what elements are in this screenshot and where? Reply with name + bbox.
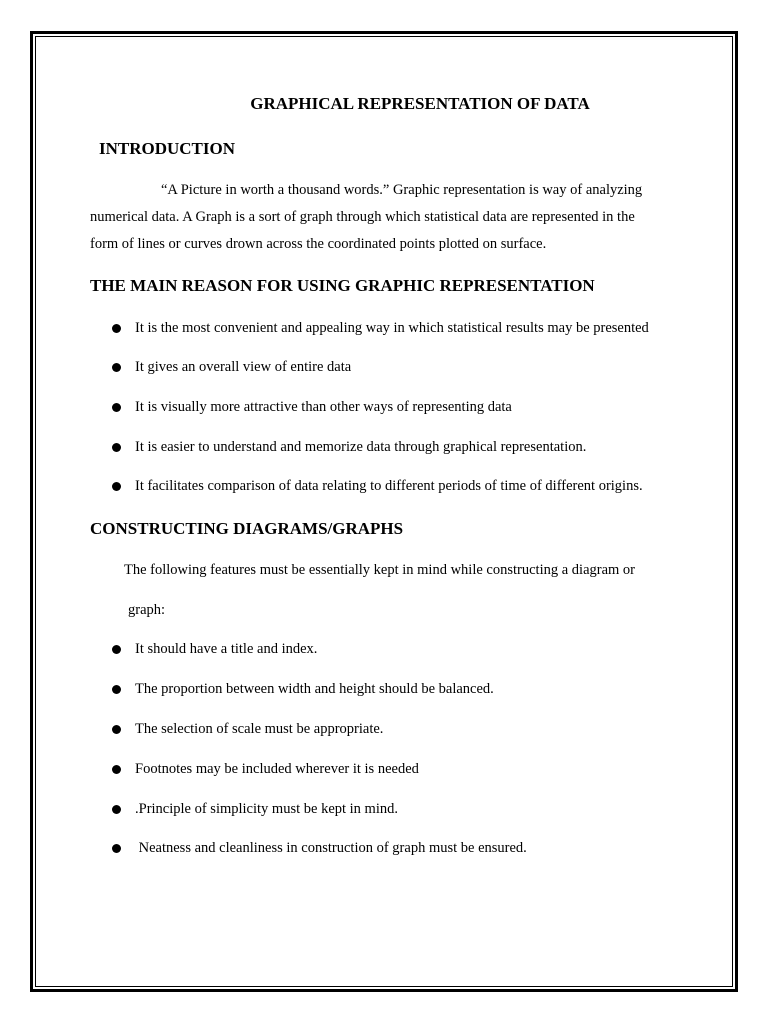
bullet-icon <box>112 443 121 452</box>
list-item-text: It is easier to understand and memorize data through graphical representation. <box>135 439 587 455</box>
bullet-icon <box>112 324 121 333</box>
list-item-text: It gives an overall view of entire data <box>135 359 352 375</box>
list-item-text: The proportion between width and height should be balanced. <box>135 681 494 697</box>
bullet-icon <box>112 363 121 372</box>
constructing-heading: CONSTRUCTING DIAGRAMS/GRAPHS <box>90 519 404 538</box>
list-item-text: The selection of scale must be appropriate. <box>135 721 384 737</box>
list-item-text: Neatness and cleanliness in construction of graph must be ensured. <box>135 840 527 856</box>
list-item-text: It should have a title and index. <box>135 641 318 657</box>
bullet-icon <box>112 805 121 814</box>
bullet-icon <box>112 725 121 734</box>
introduction-line-3: form of lines or curves drown across the coordinated points plotted on surface. <box>90 236 547 252</box>
bullet-icon <box>112 844 121 853</box>
constructing-intro-line-1: The following features must be essentially kept in mind while constructing a diagram or <box>124 562 635 578</box>
bullet-icon <box>112 765 121 774</box>
bullet-icon <box>112 482 121 491</box>
bullet-icon <box>112 645 121 654</box>
list-item-text: It is the most convenient and appealing way in which statistical results may be presented <box>135 320 649 336</box>
bullet-icon <box>112 685 121 694</box>
introduction-line-1: “A Picture in worth a thousand words.” Graphic representation is way of analyzing <box>161 182 643 198</box>
introduction-heading: INTRODUCTION <box>99 139 236 158</box>
list-item-text: It facilitates comparison of data relating to different periods of time of different origins. <box>135 478 643 494</box>
list-item-text: .Principle of simplicity must be kept in mind. <box>135 801 398 817</box>
introduction-line-2: numerical data. A Graph is a sort of graph through which statistical data are represented in the <box>90 209 635 225</box>
document-title: GRAPHICAL REPRESENTATION OF DATA <box>250 94 590 113</box>
bullet-icon <box>112 403 121 412</box>
list-item-text: Footnotes may be included wherever it is needed <box>135 761 419 777</box>
main-reason-heading: THE MAIN REASON FOR USING GRAPHIC REPRESENTATION <box>90 276 595 295</box>
list-item-text: It is visually more attractive than other ways of representing data <box>135 399 512 415</box>
constructing-intro-line-2: graph: <box>128 602 166 618</box>
